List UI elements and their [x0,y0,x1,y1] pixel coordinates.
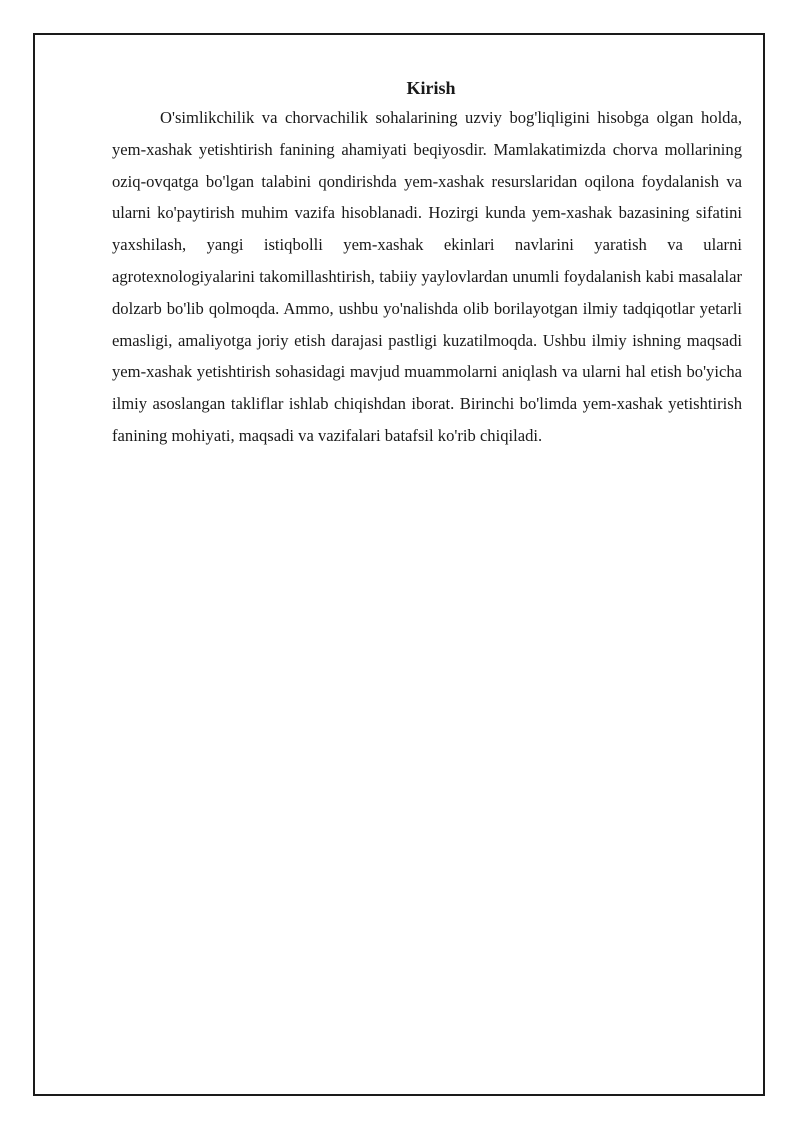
intro-paragraph: O'simlikchilik va chorvachilik sohalarining uzviy bog'liqligini hisobga olgan holda, yem-xashak yetishtirish fanining ahamiyati beqiyosdir. Mamlakatimizda chorva mollarining oziq-ovqatga bo'lgan talabini qondirishda yem-xashak resurslaridan oqilona foydalanish va ularni ko'paytirish muhim vazifa hisoblanadi. Hozirgi kunda yem-xashak bazasining sifatini yaxshilash, yangi istiqbolli yem-xashak ekinlari navlarini yaratish va ularni agrotexnologiyalarini takomillashtirish, tabiiy yaylovlardan unumli foydalanish kabi masalalar dolzarb bo'lib qolmoqda. Ammo, ushbu yo'nalishda olib borilayotgan ilmiy tadqiqotlar yetarli emasligi, amaliyotga joriy etish darajasi pastligi kuzatilmoqda. Ushbu ilmiy ishning maqsadi yem-xashak yetishtirish sohasidagi mavjud muammolarni aniqlash va ularni hal etish bo'yicha ilmiy asoslangan takliflar ishlab chiqishdan iborat. Birinchi bo'limda yem-xashak yetishtirish fanining mohiyati, maqsadi va vazifalari batafsil ko'rib chiqiladi. [112,108,742,445]
page-title: Kirish [406,78,456,98]
document-body [112,74,742,452]
